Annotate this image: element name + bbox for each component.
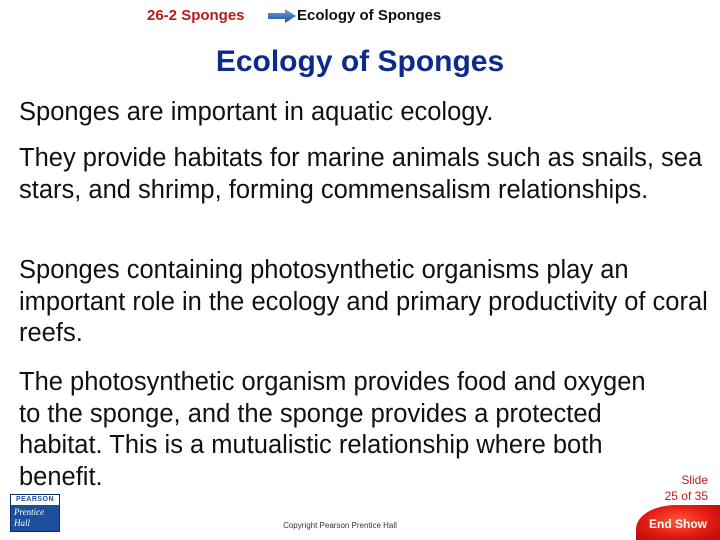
- breadcrumb: [0, 0, 720, 34]
- end-show-button[interactable]: End Show: [636, 505, 720, 540]
- body-paragraph: Sponges are important in aquatic ecology.: [19, 98, 494, 126]
- body-paragraph: The photosynthetic organism provides food and oxygen to the sponge, and the sponge provides a protected habitat. This is a mutualistic relationship where both benefit.: [19, 368, 646, 491]
- slide-counter-label: Slide: [681, 473, 708, 487]
- logo-top-text: PEARSON: [11, 495, 59, 505]
- logo-line-1: Prentice: [14, 507, 45, 517]
- slide-counter-position: 25 of 35: [664, 489, 708, 503]
- breadcrumb-section[interactable]: 26-2 Sponges: [147, 7, 245, 24]
- logo-line-2: Hall: [14, 518, 31, 528]
- body-paragraph: They provide habitats for marine animals such as snails, sea stars, and shrimp, forming commensalism relationships.: [19, 144, 703, 204]
- arrow-right-icon: [268, 9, 296, 23]
- copyright-text: Copyright Pearson Prentice Hall: [283, 521, 397, 530]
- slide-title: Ecology of Sponges: [215, 45, 505, 78]
- breadcrumb-topic: Ecology of Sponges: [297, 7, 442, 24]
- body-paragraph: Sponges containing photosynthetic organisms play an important role in the ecology and primary productivity of coral reefs.: [19, 256, 708, 347]
- slide-counter: [665, 472, 708, 504]
